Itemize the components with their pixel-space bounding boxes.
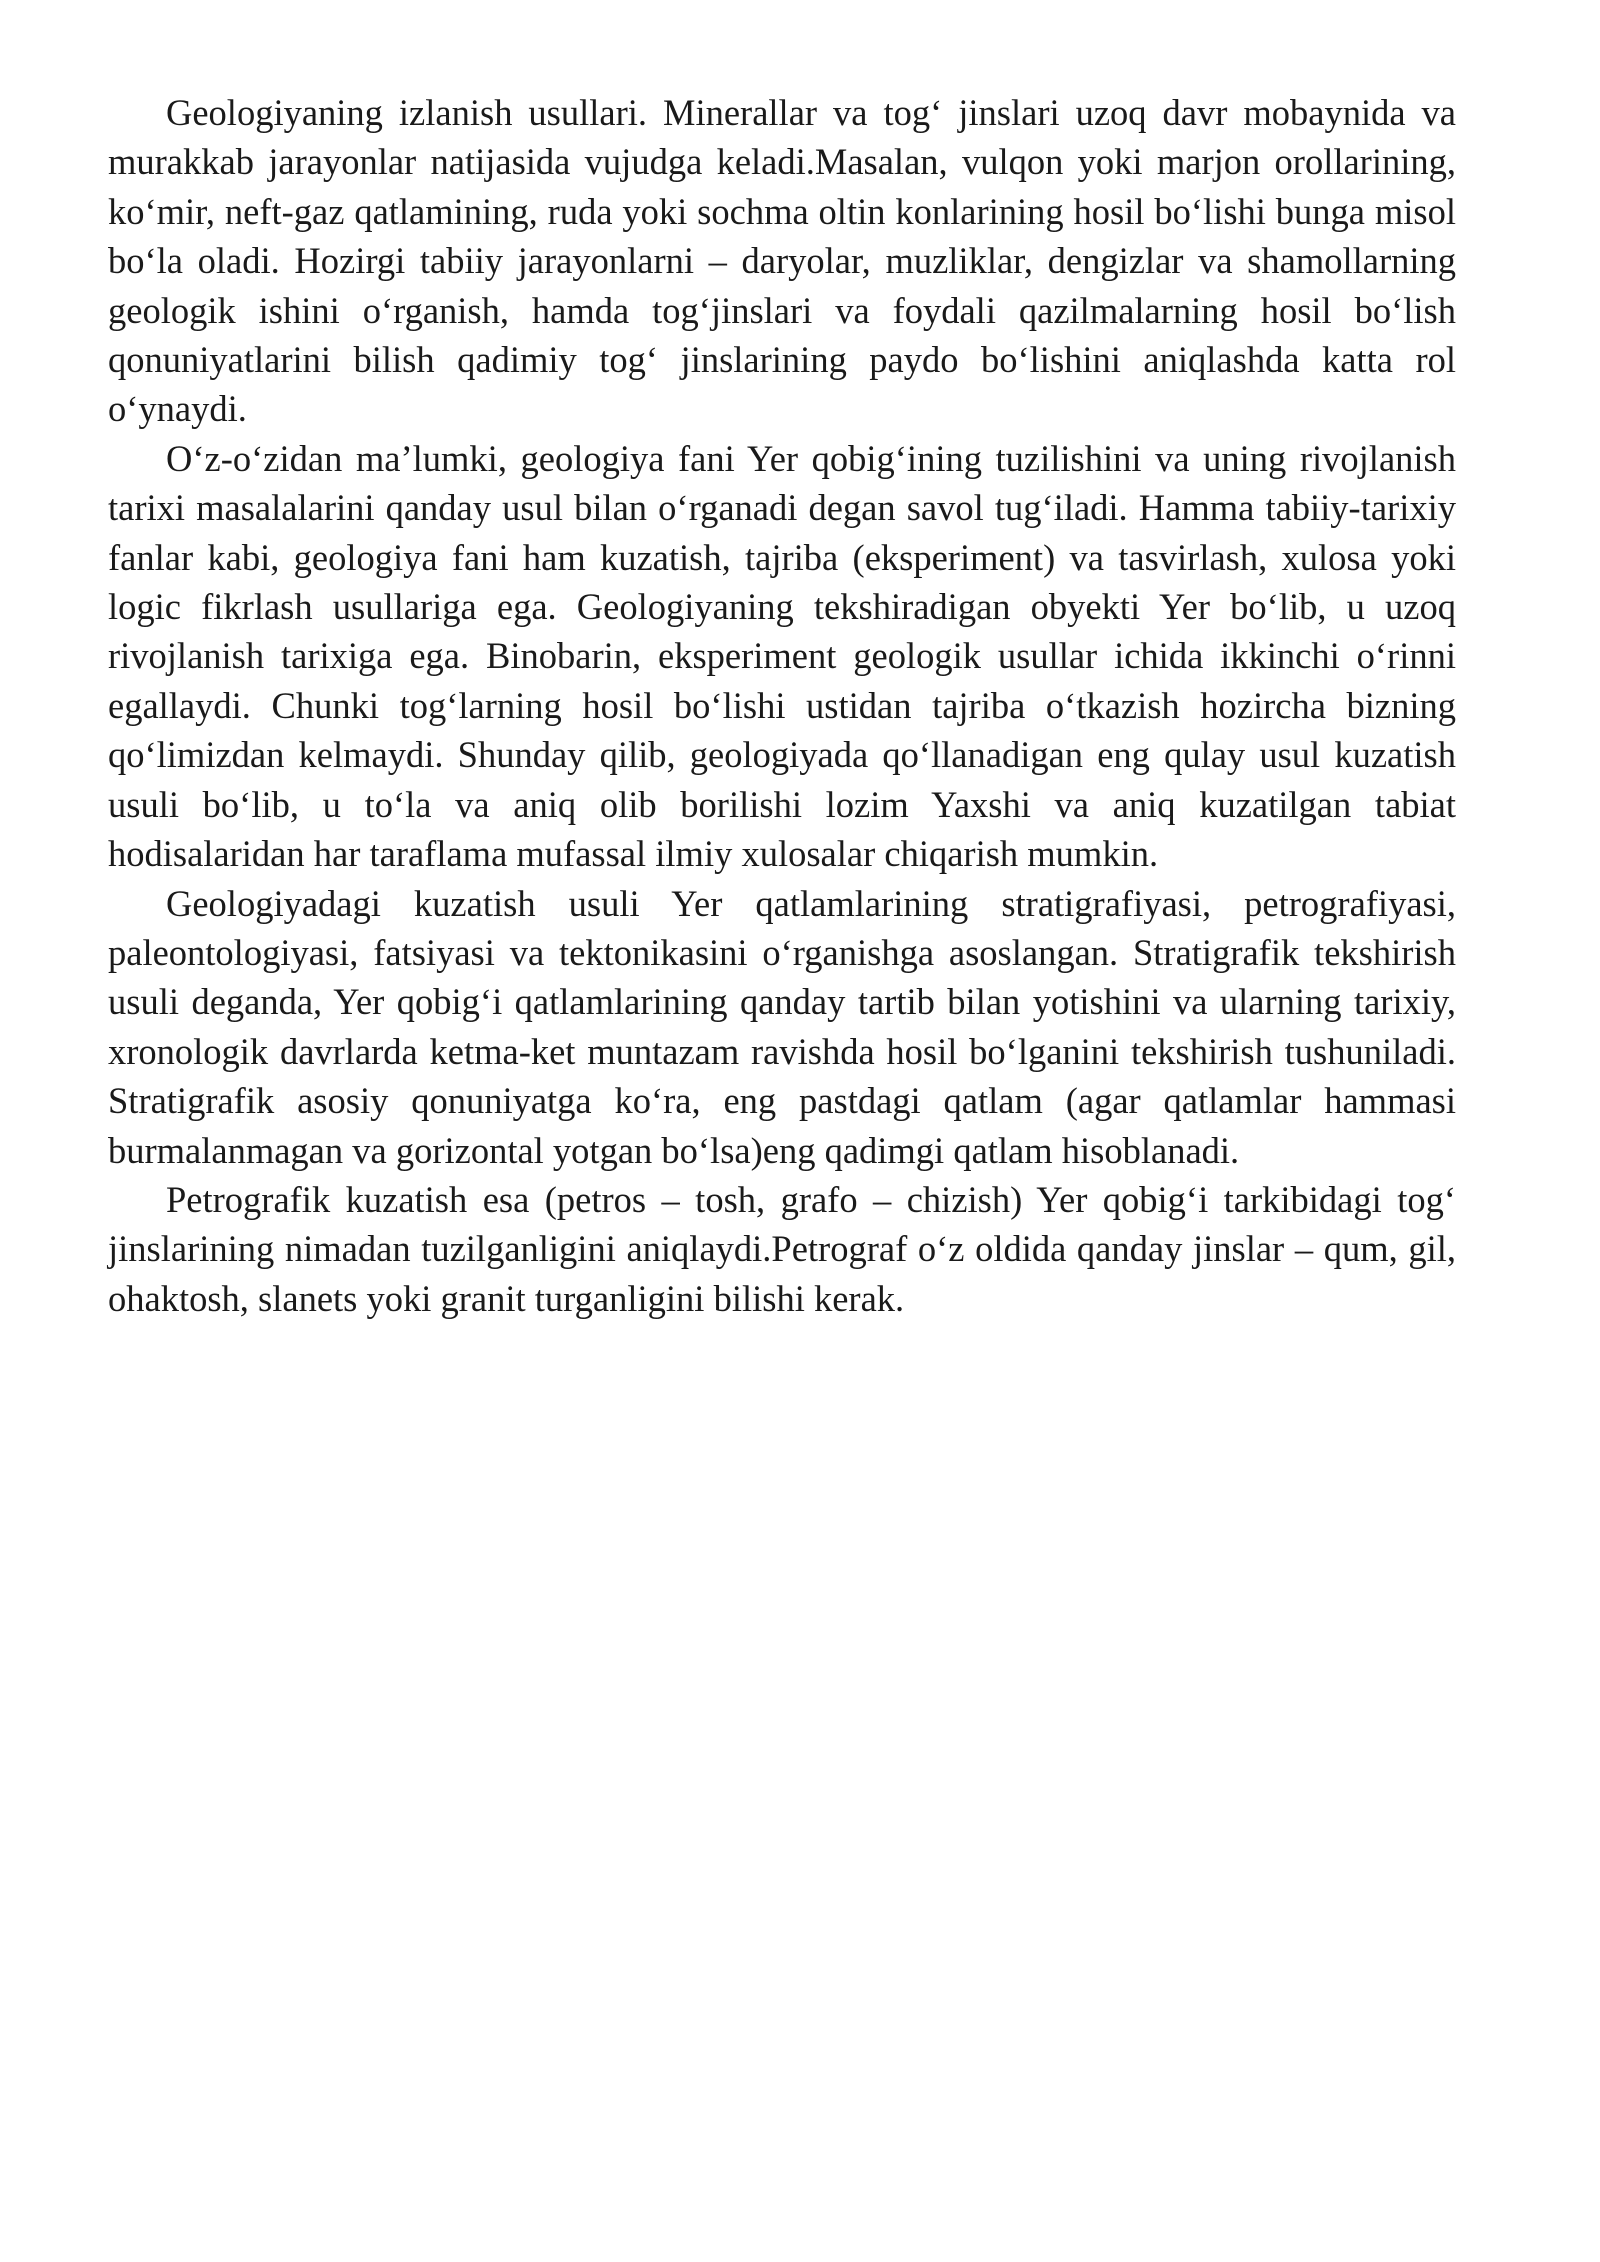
paragraph-observation-question: O‘z-o‘zidan ma’lumki, geologiya fani Yer qobig‘ining tuzilishini va uning rivojlanish tarixi masalalarini qanday usul bilan o‘rganadi degan savol tug‘iladi. Hamma tabiiy-tarixiy fanlar kabi, geologiya fani ham kuzatish, tajriba (eksperiment) va tasvirlash, xulosa yoki logic fikrlash usullariga ega. Geologiyaning tekshiradigan obyekti Yer bo‘lib, u uzoq rivojlanish tarixiga ega. Binobarin, eksperiment geologik usullar ichida ikkinchi o‘rinni egallaydi. Chunki tog‘larning hosil bo‘lishi ustidan tajriba o‘tkazish hozircha bizning qo‘limizdan kelmaydi. Shunday qilib, geologiyada qo‘llanadigan eng qulay usul kuzatish usuli bo‘lib, u to‘la va aniq olib borilishi lozim Yaxshi va aniq kuzatilgan tabiat hodisalaridan har taraflama mufassal ilmiy xulosalar chiqarish mumkin. xyxy=(108,437,1456,875)
paragraph-stratigraphy: Geologiyadagi kuzatish usuli Yer qatlamlarining stratigrafiyasi, petrografiyasi, paleontologiyasi, fatsiyasi va tektonikasini o‘rganishga asoslangan. Stratigrafik tekshirish usuli deganda, Yer qobig‘i qatlamlarining qanday tartib bilan yotishini va ularning tarixiy, xronologik davrlarda ketma-ket muntazam ravishda hosil bo‘lganini tekshirish tushuniladi. Stratigrafik asosiy qonuniyatga ko‘ra, eng pastdagi qatlam (agar qatlamlar hammasi burmalanmagan va gorizontal yotgan bo‘lsa)eng qadimgi qatlam hisoblanadi. xyxy=(108,882,1456,1171)
paragraph-petrography: Petrografik kuzatish esa (petros – tosh, grafo – chizish) Yer qobig‘i tarkibidagi tog‘ jinslarining nimadan tuzilganligini aniqlaydi.Petrograf o‘z oldida qanday jinslar – qum, gil, ohaktosh, slanets yoki granit turganligini bilishi kerak. xyxy=(108,1178,1456,1319)
document-page xyxy=(108,88,1456,1323)
paragraph-geology-methods: Geologiyaning izlanish usullari. Minerallar va tog‘ jinslari uzoq davr mobaynida va murakkab jarayonlar natijasida vujudga keladi.Masalan, vulqon yoki marjon orollarining, ko‘mir, neft-gaz qatlamining, ruda yoki sochma oltin konlarining hosil bo‘lishi bunga misol bo‘la oladi. Hozirgi tabiiy jarayonlarni – daryolar, muzliklar, dengizlar va shamollarning geologik ishini o‘rganish, hamda tog‘jinslari va foydali qazilmalarning hosil bo‘lish qonuniyatlarini bilish qadimiy tog‘ jinslarining paydo bo‘lishini aniqlashda katta rol o‘ynaydi. xyxy=(108,92,1456,430)
